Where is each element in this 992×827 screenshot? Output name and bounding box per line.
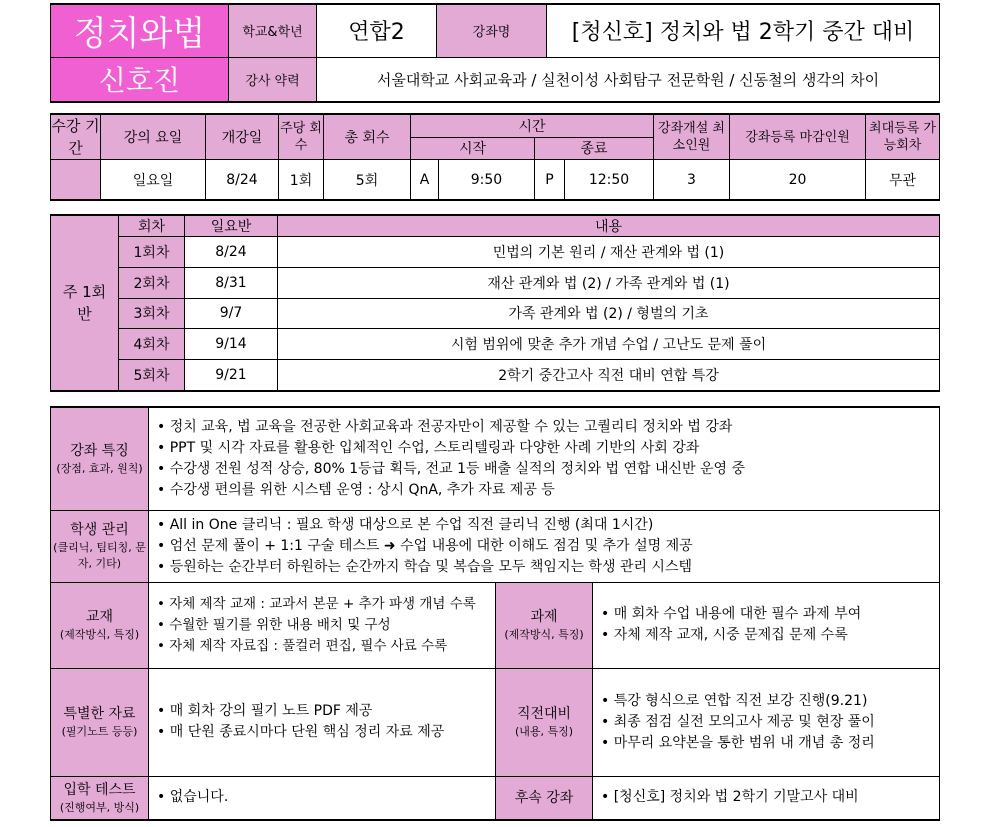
list-item: • 자체 제작 교재, 시중 문제집 문제 수록 — [601, 625, 931, 646]
homework-list — [593, 582, 940, 668]
session-date: 9/14 — [185, 329, 278, 360]
course-title: 정치와법 — [51, 4, 229, 57]
list-item: • 없습니다. — [157, 787, 487, 808]
list-item: • [청신호] 정치와 법 2학기 기말고사 대비 — [601, 787, 931, 808]
session-date: 8/24 — [185, 237, 278, 268]
details-table — [50, 406, 940, 821]
period-label-fill — [51, 160, 101, 201]
school-grade-label: 학교&학년 — [229, 4, 317, 57]
header-day: 강의 요일 — [101, 114, 206, 160]
list-item: • 등원하는 순간부터 하원하는 순간까지 학습 및 복습을 모두 책임지는 학생 관리 시스템 — [157, 557, 931, 578]
homework-label: 과제 (제작방식, 특징) — [496, 582, 593, 668]
profile-value: 서울대학교 사회교육과 / 실천이성 사회탐구 전문학원 / 신동철의 생각의 차이 — [317, 57, 940, 102]
list-item: • 매 회차 수업 내용에 대한 필수 과제 부여 — [601, 604, 931, 625]
followup-label: 후속 강좌 — [496, 776, 593, 820]
list-item: • 마무리 요약본을 통한 범위 내 개념 총 정리 — [601, 733, 931, 754]
special-list — [149, 668, 496, 776]
header-deadline: 강좌등록 마감인원 — [730, 114, 866, 160]
session-content: 민법의 기본 원리 / 재산 관계와 법 (1) — [278, 237, 940, 268]
profile-label: 강사 약력 — [229, 57, 317, 102]
list-item: • 자체 제작 자료집 : 풀컬러 편집, 필수 사료 수록 — [157, 636, 487, 657]
header-weekly: 주당 회수 — [279, 114, 324, 160]
header-open: 개강일 — [206, 114, 279, 160]
value-weekly: 1회 — [279, 160, 324, 201]
textbook-label: 교재 (제작방식, 특징) — [51, 582, 149, 668]
session-date: 9/7 — [185, 298, 278, 329]
session-number: 4회차 — [119, 329, 185, 360]
session-content: 2학기 중간고사 직전 대비 연합 특강 — [278, 360, 940, 392]
value-start-ap: A — [411, 160, 439, 201]
session-content: 가족 관계와 법 (2) / 형벌의 기초 — [278, 298, 940, 329]
list-item: • PPT 및 시각 자료를 활용한 입체적인 수업, 스토리텔링과 다양한 사례 기반의 사회 강좌 — [157, 438, 931, 459]
period-label: 수강 기간 — [51, 114, 101, 160]
header-table — [50, 3, 940, 103]
value-end-ap: P — [535, 160, 565, 201]
session-content: 재산 관계와 법 (2) / 가족 관계와 법 (1) — [278, 267, 940, 298]
list-item: • 수월한 필기를 위한 내용 배치 및 구성 — [157, 615, 487, 636]
session-date: 8/31 — [185, 267, 278, 298]
header-session: 회차 — [119, 215, 185, 237]
header-total: 총 회수 — [324, 114, 411, 160]
header-min: 강좌개설 최소인원 — [654, 114, 730, 160]
value-max-session: 무관 — [866, 160, 940, 201]
list-item: • 수강생 편의를 위한 시스템 운영 : 상시 QnA, 추가 자료 제공 등 — [157, 480, 931, 501]
instructor-name: 신호진 — [51, 57, 229, 102]
header-content: 내용 — [278, 215, 940, 237]
list-item: • 매 회차 강의 필기 노트 PDF 제공 — [157, 701, 487, 722]
list-item: • 특강 형식으로 연합 직전 보강 진행(9.21) — [601, 691, 931, 712]
entrance-label: 입학 테스트 (진행여부, 방식) — [51, 776, 149, 820]
list-item: • 자체 제작 교재 : 교과서 본문 + 추가 파생 개념 수록 — [157, 594, 487, 615]
schedule-row — [51, 360, 940, 392]
session-number: 3회차 — [119, 298, 185, 329]
followup-list — [593, 776, 940, 820]
schedule-row — [51, 298, 940, 329]
management-list — [149, 510, 940, 582]
course-name-label: 강좌명 — [437, 4, 547, 57]
header-start: 시작 — [411, 137, 535, 159]
list-item: • 매 단원 종료시마다 단원 핵심 정리 자료 제공 — [157, 722, 487, 743]
schedule-row — [51, 329, 940, 360]
schedule-row — [51, 267, 940, 298]
schedule-table — [50, 214, 940, 392]
entrance-list — [149, 776, 496, 820]
value-total: 5회 — [324, 160, 411, 201]
value-start: 9:50 — [439, 160, 535, 201]
list-item: • 엄선 문제 풀이 + 1:1 구술 테스트 ➜ 수업 내용에 대한 이해도 점검 및 추가 설명 제공 — [157, 536, 931, 557]
session-date: 9/21 — [185, 360, 278, 392]
list-item: • All in One 클리닉 : 필요 학생 대상으로 본 수업 직전 클리닉 진행 (최대 1시간) — [157, 515, 931, 536]
value-open: 8/24 — [206, 160, 279, 201]
prep-label: 직전대비 (내용, 특징) — [496, 668, 593, 776]
special-label: 특별한 자료 (필기노트 등등) — [51, 668, 149, 776]
list-item: • 정치 교육, 법 교육을 전공한 사회교육과 전공자만이 제공할 수 있는 고퀄리티 정치와 법 강좌 — [157, 417, 931, 438]
management-label: 학생 관리 (클리닉, 팀티칭, 문자, 기타) — [51, 510, 149, 582]
features-label: 강좌 특징 (장점, 효과, 원칙) — [51, 407, 149, 510]
list-item: • 수강생 전원 성적 상승, 80% 1등급 획득, 전교 1등 배출 실적의 정치와 법 연합 내신반 운영 중 — [157, 459, 931, 480]
schedule-label: 주 1회반 — [51, 215, 119, 391]
session-content: 시험 범위에 맞춘 추가 개념 수업 / 고난도 문제 풀이 — [278, 329, 940, 360]
schedule-row — [51, 237, 940, 268]
school-grade-value: 연합2 — [317, 4, 437, 57]
header-max-session: 최대등록 가능회차 — [866, 114, 940, 160]
value-day: 일요일 — [101, 160, 206, 201]
course-name-value: [청신호] 정치와 법 2학기 중간 대비 — [547, 4, 940, 57]
features-list — [149, 407, 940, 510]
value-end: 12:50 — [565, 160, 654, 201]
header-time: 시간 — [411, 114, 654, 137]
header-end: 종료 — [535, 137, 654, 159]
session-number: 5회차 — [119, 360, 185, 392]
header-date: 일요반 — [185, 215, 278, 237]
value-deadline: 20 — [730, 160, 866, 201]
period-table — [50, 113, 940, 201]
session-number: 1회차 — [119, 237, 185, 268]
value-min: 3 — [654, 160, 730, 201]
textbook-list — [149, 582, 496, 668]
session-number: 2회차 — [119, 267, 185, 298]
list-item: • 최종 점검 실전 모의고사 제공 및 현장 풀이 — [601, 712, 931, 733]
prep-list — [593, 668, 940, 776]
